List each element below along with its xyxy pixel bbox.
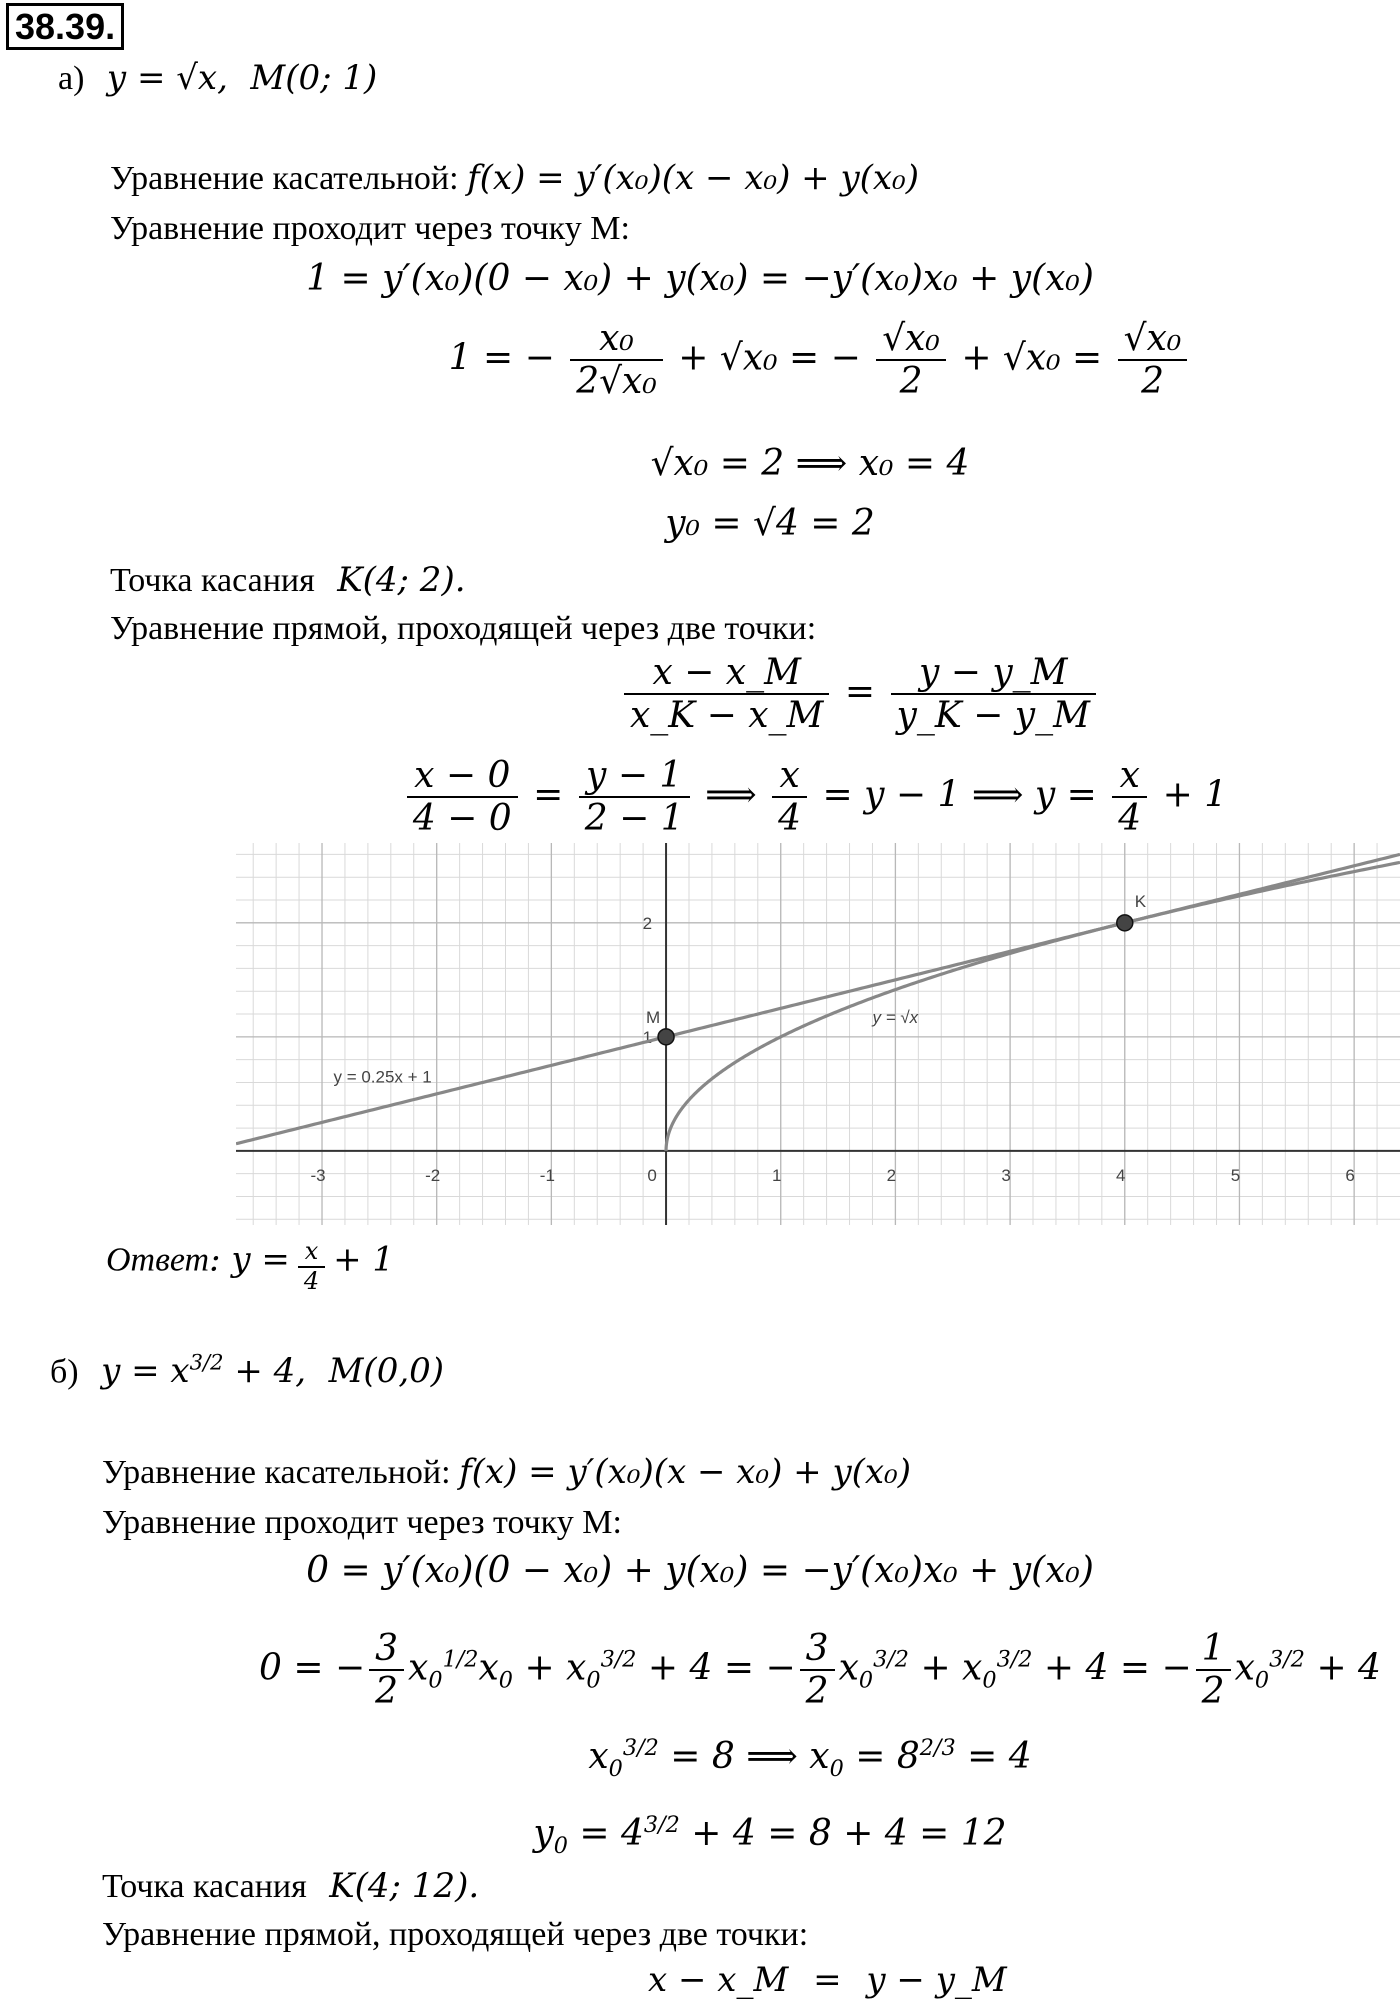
passes-through-label: Уравнение проходит через точку М: bbox=[110, 210, 630, 247]
curves bbox=[236, 854, 1400, 1150]
sub-frac4: $\frac{x}{4}$ bbox=[1112, 755, 1147, 840]
touch-point-b: K(4; 12). bbox=[329, 1866, 480, 1906]
x-tick-label: 3 bbox=[1001, 1165, 1011, 1185]
part-a-eq3: √x₀ = 2 ⟹ x₀ = 4 bbox=[650, 443, 970, 484]
sub-implies: ⟹ bbox=[705, 774, 757, 816]
part-a-point: M(0; 1) bbox=[250, 58, 378, 98]
sub-end2: + 1 bbox=[1162, 774, 1228, 816]
touch-label-b: Точка касания bbox=[102, 1868, 307, 1905]
tangent-equation: f(x) = y′(x₀)(x − x₀) + y(x₀) bbox=[467, 158, 919, 198]
eq2-mid2: + √x₀ = bbox=[961, 337, 1103, 379]
answer-lhs: : y = bbox=[209, 1239, 290, 1280]
eq2-lhs: 1 = − bbox=[448, 337, 555, 379]
tangent-label-b: Уравнение касательной: bbox=[102, 1454, 451, 1491]
sub-frac1: $\frac{x - 0}{4 - 0}$ bbox=[407, 755, 518, 840]
part-b-point: M(0,0) bbox=[328, 1351, 445, 1392]
formula-frac-x: $\frac{x - x\_M}{x\_K - x\_M}$ bbox=[624, 652, 829, 737]
problem-number-box: 38.39. bbox=[6, 3, 124, 50]
point-M bbox=[658, 1029, 674, 1045]
answer-tail: + 1 bbox=[333, 1239, 395, 1280]
part-a-touch-point bbox=[110, 560, 466, 600]
x-tick-label: 5 bbox=[1230, 1165, 1241, 1185]
x-tick-label: 0 bbox=[647, 1165, 657, 1185]
series-label-sqrt: y = √x bbox=[872, 1008, 919, 1028]
part-b-eq2: 0 = − $\frac{3}{2}$ $x_0^{1/2}x_0 + x_0^{3/2} + 4$ = − $\frac{3}{2}$ $x_0^{3/2} + x_0^{3/2} + 4$ = − $\frac{1}{2}$ $x_0^{3/2} + 4$ bbox=[259, 1628, 1381, 1713]
part-a-marker: а) bbox=[58, 60, 85, 97]
two-point-line-label-b: Уравнение прямой, проходящей через две точки: bbox=[102, 1916, 809, 1953]
problem-number bbox=[6, 6, 124, 48]
part-a-eq4: y₀ = √4 = 2 bbox=[665, 503, 875, 544]
y-tick-label: 1 bbox=[642, 1027, 653, 1047]
series-label-tangent: y = 0.25x + 1 bbox=[333, 1067, 432, 1087]
point-label-M: M bbox=[646, 1007, 661, 1027]
eq2-frac2: $\frac{\text{√x₀}}{2}$ bbox=[876, 318, 946, 403]
part-a-eq2 bbox=[120, 318, 1400, 403]
x-tick-label: 4 bbox=[1116, 1165, 1126, 1185]
tangent-graph bbox=[236, 843, 1400, 1225]
part-a-function: y = √x, bbox=[106, 58, 228, 98]
part-b-eq4: $y_0 = 4^{3/2} + 4 = 8 + 4 = 12$ bbox=[533, 1812, 1007, 1860]
eq2-frac3: $\frac{\text{√x₀}}{2}$ bbox=[1118, 318, 1188, 403]
answer-label: Ответ bbox=[106, 1241, 210, 1279]
sub-frac3: $\frac{x}{4}$ bbox=[772, 755, 807, 840]
part-b-touch-point bbox=[102, 1866, 479, 1906]
part-a-header bbox=[58, 58, 377, 98]
substituted-formula: $\frac{x - 0}{4 - 0}$ = $\frac{y - 1}{2 - 1}$ ⟹ $\frac{x}{4}$ = y − 1 ⟹ y = $\frac{x}{4}$ + 1 bbox=[115, 755, 1400, 840]
point-K bbox=[1117, 915, 1133, 931]
tangent-equation-b: f(x) = y′(x₀)(x − x₀) + y(x₀) bbox=[459, 1452, 911, 1492]
eq2-mid: + √x₀ = − bbox=[678, 337, 861, 379]
eq2-frac1: $\frac{\text{x₀}}{\text{2√x₀}}$ bbox=[570, 318, 663, 403]
x-tick-label: -2 bbox=[425, 1165, 441, 1185]
passes-through-label-b: Уравнение проходит через точку М: bbox=[102, 1504, 622, 1541]
part-a-answer bbox=[106, 1238, 394, 1295]
point-label-K: K bbox=[1134, 891, 1147, 911]
two-point-line-label: Уравнение прямой, проходящей через две точки: bbox=[110, 610, 817, 647]
part-b-header bbox=[50, 1350, 444, 1391]
tick-labels bbox=[310, 914, 1354, 1185]
x-tick-label: -1 bbox=[539, 1165, 555, 1185]
sub-frac2: $\frac{y - 1}{2 - 1}$ bbox=[579, 755, 690, 840]
tangent-label: Уравнение касательной: bbox=[110, 160, 459, 197]
part-a-tangent-line bbox=[110, 158, 919, 198]
part-b-tangent-line bbox=[102, 1452, 911, 1492]
x-tick-label: 6 bbox=[1345, 1165, 1355, 1185]
y-tick-label: 2 bbox=[642, 913, 653, 933]
x-tick-label: 1 bbox=[771, 1165, 782, 1185]
part-b-function: $y = x^{3/2} + 4$, bbox=[101, 1350, 307, 1392]
partial-left: x − x_M bbox=[648, 1960, 789, 2000]
part-b-partial-formula: x − x_M = y − y_M bbox=[648, 1960, 1007, 2000]
x-tick-label: 2 bbox=[886, 1165, 897, 1185]
partial-right: y − y_M bbox=[866, 1960, 1007, 2000]
part-a-eq1: 1 = y′(x₀)(0 − x₀) + y(x₀) = −y′(x₀)x₀ + y(x₀) bbox=[306, 258, 1094, 299]
part-b-eq1: 0 = y′(x₀)(0 − x₀) + y(x₀) = −y′(x₀)x₀ + y(x₀) bbox=[306, 1550, 1094, 1591]
x-tick-label: -3 bbox=[310, 1165, 326, 1185]
formula-frac-y: $\frac{y - y\_M}{y\_K - y\_M}$ bbox=[891, 652, 1096, 737]
touch-label: Точка касания bbox=[110, 562, 315, 599]
part-b-marker: б) bbox=[50, 1353, 79, 1391]
answer-frac: $\frac{x}{4}$ bbox=[298, 1238, 325, 1295]
two-point-formula: $\frac{x - x\_M}{x\_K - x\_M}$ = $\frac{y - y\_M}{y\_K - y\_M}$ bbox=[160, 652, 1400, 737]
touch-point: K(4; 2). bbox=[337, 560, 466, 600]
sub-end1: = y − 1 ⟹ y = bbox=[822, 774, 1097, 816]
part-b-eq3: $x_0^{3/2} = 8$ ⟹ $x_0 = 8^{2/3} = 4$ bbox=[588, 1735, 1032, 1783]
